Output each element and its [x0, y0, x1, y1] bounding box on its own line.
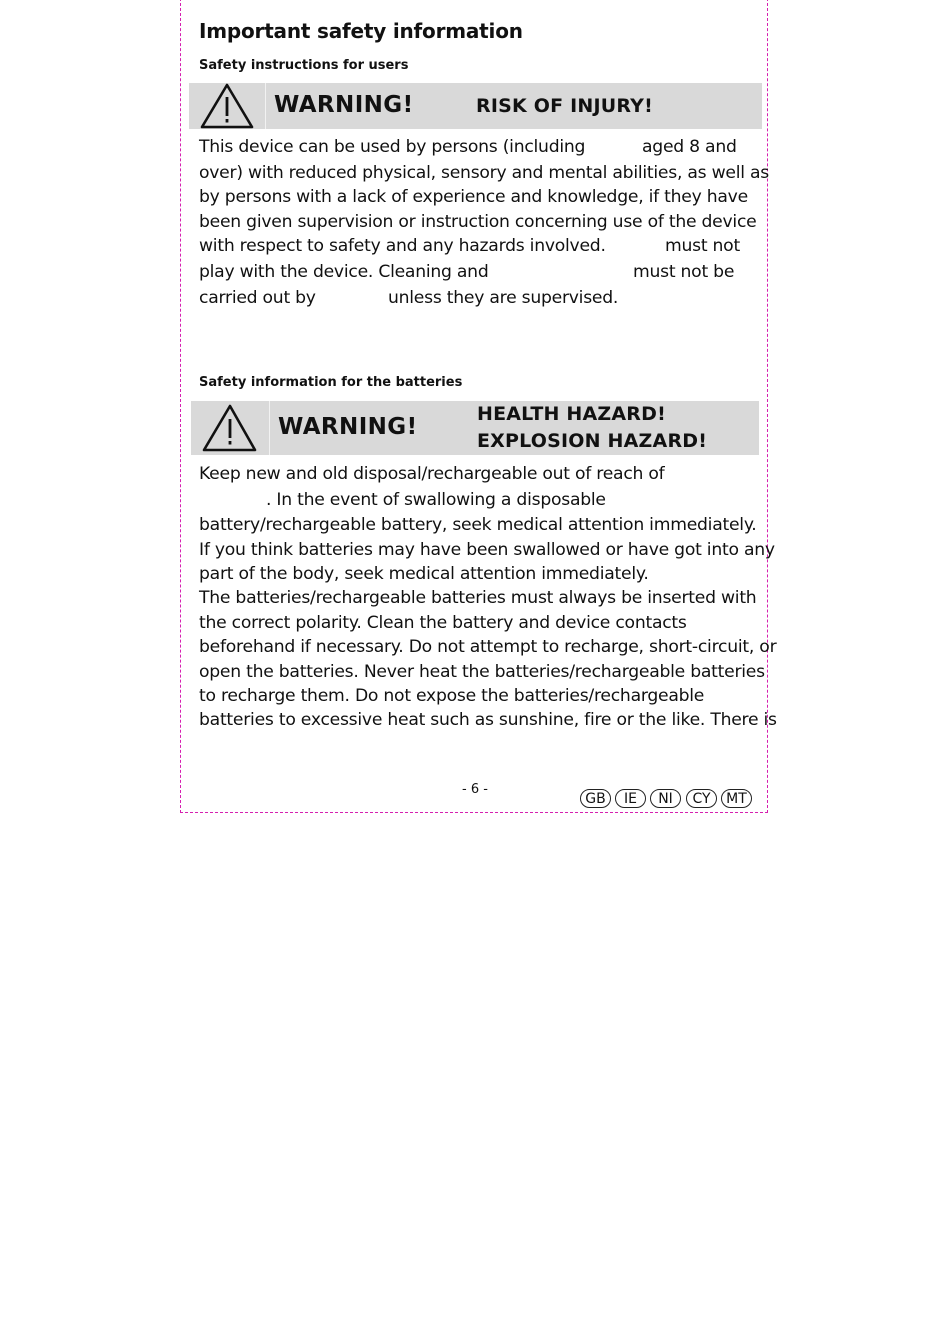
warning-label: WARNING! — [278, 414, 418, 440]
text-line: over) with reduced physical, sensory and mental abilities, as well as — [199, 163, 769, 183]
country-badge-ie: IE — [615, 789, 646, 808]
text-line: part of the body, seek medical attention immediately. — [199, 564, 649, 584]
text-line: must not — [665, 236, 740, 256]
country-badge-mt: MT — [721, 789, 752, 808]
hazard-label-explosion: EXPLOSION HAZARD! — [477, 430, 708, 452]
hazard-label-health: HEALTH HAZARD! — [477, 403, 666, 425]
text-line: play with the device. Cleaning and — [199, 262, 489, 282]
text-line: unless they are supervised. — [388, 288, 619, 308]
page-title: Important safety information — [199, 19, 523, 43]
warning-banner-batteries — [191, 401, 759, 455]
text-line: If you think batteries may have been swallowed or have got into any — [199, 540, 775, 560]
text-line: the correct polarity. Clean the battery and device contacts — [199, 613, 687, 633]
page-number: - 6 - — [462, 782, 488, 797]
country-badge-gb: GB — [580, 789, 611, 808]
text-line: to recharge them. Do not expose the batteries/rechargeable — [199, 686, 705, 706]
text-line: open the batteries. Never heat the batteries/rechargeable batteries — [199, 662, 765, 682]
text-line: aged 8 and — [642, 137, 737, 157]
text-line: The batteries/rechargeable batteries must always be inserted with — [199, 588, 757, 608]
users-subheading: Safety instructions for users — [199, 58, 409, 73]
text-line: carried out by — [199, 288, 316, 308]
warning-banner-users — [189, 83, 762, 129]
text-line: . In the event of swallowing a disposable — [266, 490, 606, 510]
text-line: Keep new and old disposal/rechargeable out of reach of — [199, 464, 665, 484]
text-line: batteries to excessive heat such as sunshine, fire or the like. There is — [199, 710, 777, 730]
text-line: been given supervision or instruction concerning use of the device — [199, 212, 757, 232]
text-line: battery/rechargeable battery, seek medical attention immediately. — [199, 515, 757, 535]
text-line: beforehand if necessary. Do not attempt to recharge, short-circuit, or — [199, 637, 777, 657]
text-line: by persons with a lack of experience and knowledge, if they have — [199, 187, 748, 207]
country-badge-cy: CY — [686, 789, 717, 808]
country-badge-ni: NI — [650, 789, 681, 808]
text-line: This device can be used by persons (including — [199, 137, 586, 157]
hazard-label: RISK OF INJURY! — [476, 95, 653, 117]
text-line: with respect to safety and any hazards involved. — [199, 236, 606, 256]
text-line: must not be — [633, 262, 735, 282]
warning-triangle-icon — [191, 401, 270, 455]
warning-triangle-icon — [189, 83, 266, 129]
warning-label: WARNING! — [274, 92, 414, 118]
batteries-subheading: Safety information for the batteries — [199, 375, 463, 390]
